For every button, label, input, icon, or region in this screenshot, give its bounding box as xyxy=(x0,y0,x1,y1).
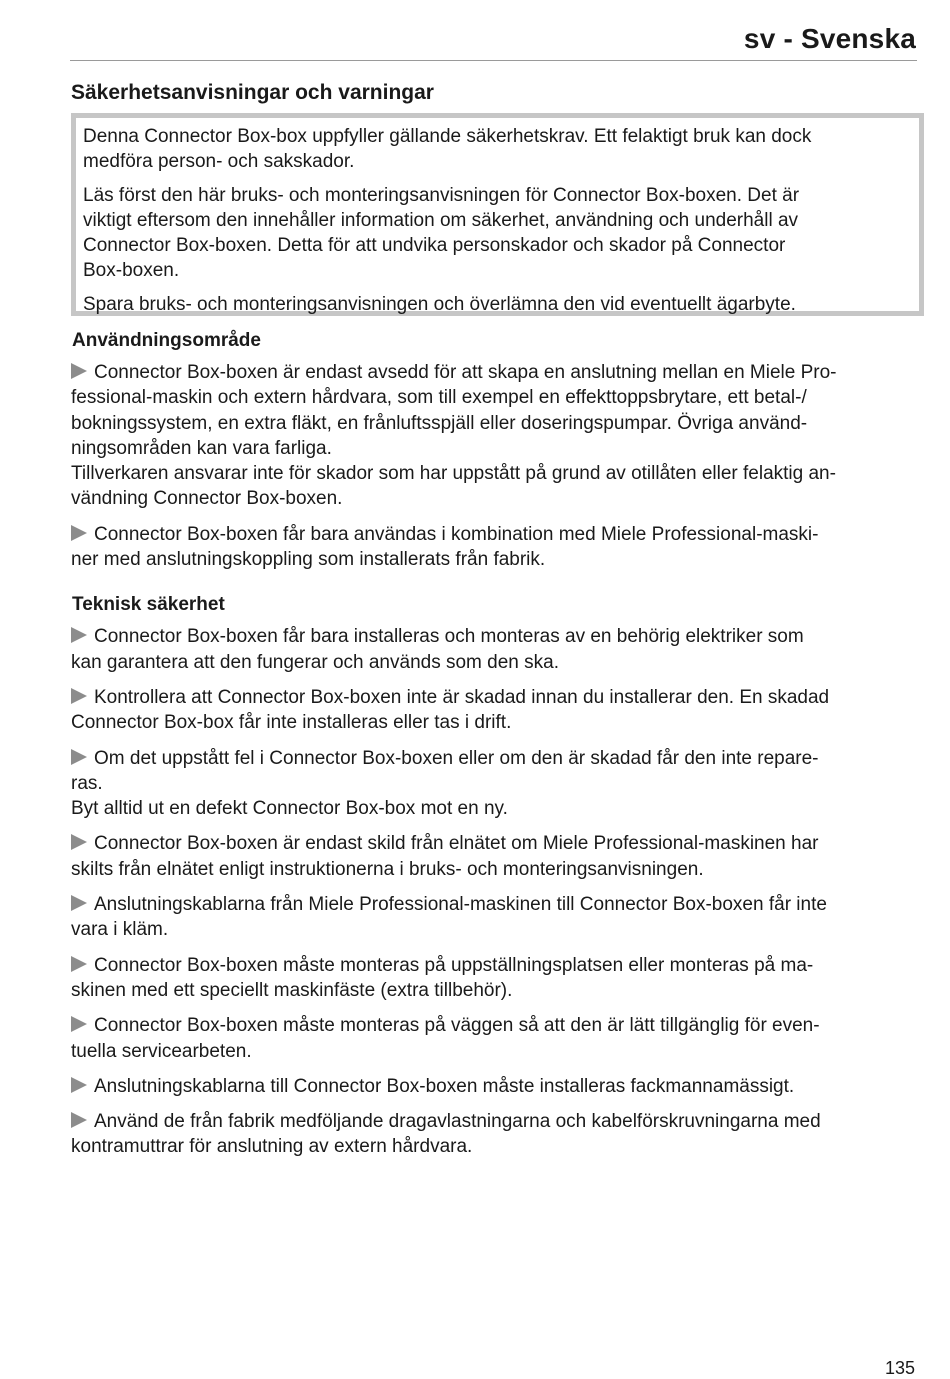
list-item-line xyxy=(71,1109,921,1134)
list-item xyxy=(71,1074,921,1099)
list-item xyxy=(71,624,921,675)
warning-line: Läs först den här bruks- och monteringsanvisningen för Connector Box-boxen. Det är xyxy=(83,184,800,206)
list-item-line: vara i kläm. xyxy=(71,919,169,941)
list-item xyxy=(71,746,921,822)
list-item xyxy=(71,953,921,1004)
list-item-line: kontramuttrar för anslutning av extern hårdvara. xyxy=(71,1136,473,1158)
list-item-line xyxy=(71,522,921,547)
section-title: Användningsområde xyxy=(72,330,261,351)
list-item-text: Kontrollera att Connector Box-boxen inte är skadad innan du installerar den. En skadad xyxy=(94,686,830,708)
list-item-line: Connector Box-box får inte installeras eller tas i drift. xyxy=(71,712,512,734)
list-item-line xyxy=(71,953,921,978)
list-item-line: ningsområden kan vara farliga. xyxy=(71,437,332,459)
list-item-text: Connector Box-boxen måste monteras på väggen så att den är lätt tillgänglig för even- xyxy=(94,1015,820,1037)
list-item xyxy=(71,892,921,943)
list-item-line xyxy=(71,624,921,649)
warning-line: viktigt eftersom den innehåller information om säkerhet, användning och underhåll av xyxy=(83,209,799,231)
section-title: Teknisk säkerhet xyxy=(72,594,225,616)
list-item-text: Anslutningskablarna från Miele Professional-maskinen till Connector Box-boxen får inte xyxy=(94,894,827,916)
triangle-right-icon xyxy=(71,1077,87,1093)
triangle-right-icon xyxy=(71,956,87,972)
warning-line: Spara bruks- och monteringsanvisningen och överlämna den vid eventuellt ägarbyte. xyxy=(83,293,796,315)
triangle-right-icon xyxy=(71,895,87,911)
list-item-line xyxy=(71,685,921,710)
list-item-text: Om det uppstått fel i Connector Box-boxen eller om den är skadad får den inte repare- xyxy=(94,747,819,769)
list-item xyxy=(71,1013,921,1064)
list-item-text: Anslutningskablarna till Connector Box-boxen måste installeras fackmannamässigt. xyxy=(94,1075,795,1097)
list-item-text: Connector Box-boxen får bara installeras och monteras av en behörig elektriker som xyxy=(94,626,804,648)
list-item-line: kan garantera att den fungerar och används som den ska. xyxy=(71,651,559,673)
triangle-right-icon xyxy=(71,749,87,765)
language-label: sv - Svenska xyxy=(743,23,916,54)
list-item-line: ras. xyxy=(71,772,103,794)
list-item-line xyxy=(71,746,921,771)
list-item-line xyxy=(71,831,921,856)
list-item xyxy=(71,522,921,573)
triangle-right-icon xyxy=(71,1016,87,1032)
list-item-line: skinen med ett speciellt maskinfäste (extra tillbehör). xyxy=(71,979,513,1001)
list-item-line: ner med anslutningskoppling som installerats från fabrik. xyxy=(71,549,546,571)
list-item-text: Connector Box-boxen är endast skild från elnätet om Miele Professional-maskinen har xyxy=(94,833,819,855)
list-item-line: fessional-maskin och extern hårdvara, som till exempel en effekttoppsbrytare, ett betal-/ xyxy=(71,387,807,409)
warning-line: medföra person- och sakskador. xyxy=(83,151,355,173)
list-item-line: vändning Connector Box-boxen. xyxy=(71,488,343,510)
warning-line: Denna Connector Box-box uppfyller gällande säkerhetskrav. Ett felaktigt bruk kan dock xyxy=(83,126,812,147)
list-item-line: skilts från elnätet enligt instruktionerna i bruks- och monteringsanvisningen. xyxy=(71,858,704,880)
list-item-line: bokningssystem, en extra fläkt, en frånluftsspjäll eller doseringspumpar. Övriga använd- xyxy=(71,412,808,434)
triangle-right-icon xyxy=(71,1112,87,1128)
triangle-right-icon xyxy=(71,834,87,850)
list-item-line xyxy=(71,1013,921,1038)
triangle-right-icon xyxy=(71,688,87,704)
triangle-right-icon xyxy=(71,627,87,643)
list-item-line: Byt alltid ut en defekt Connector Box-box mot en ny. xyxy=(71,798,508,820)
triangle-right-icon xyxy=(71,525,87,541)
warning-paragraph xyxy=(83,183,910,284)
list-item-line xyxy=(71,892,921,917)
main-content xyxy=(71,328,921,1170)
warning-line: Box-boxen. xyxy=(83,260,180,282)
list-item-text: Connector Box-boxen måste monteras på uppställningsplatsen eller monteras på ma- xyxy=(94,954,814,976)
list-item-line: tuella servicearbeten. xyxy=(71,1040,252,1062)
list-item xyxy=(71,360,921,512)
warning-line: Connector Box-boxen. Detta för att undvika personskador och skador på Connector xyxy=(83,235,786,257)
page-header xyxy=(70,20,917,61)
list-item-text: Connector Box-boxen är endast avsedd för att skapa en anslutning mellan en Miele Pro- xyxy=(94,362,837,383)
warning-box xyxy=(71,113,924,316)
list-item-line xyxy=(71,1074,921,1099)
warning-paragraph xyxy=(83,292,910,317)
list-item-line: Tillverkaren ansvarar inte för skador som har uppstått på grund av otillåten eller felaktig an- xyxy=(71,463,836,485)
list-item-line xyxy=(71,360,921,385)
page-title: Säkerhetsanvisningar och varningar xyxy=(71,81,434,104)
list-item-text: Använd de från fabrik medföljande dragavlastningarna och kabelförskruvningarna med xyxy=(94,1111,821,1133)
list-item-text: Connector Box-boxen får bara användas i kombination med Miele Professional-maski- xyxy=(94,523,819,545)
list-item xyxy=(71,685,921,736)
page-number: 135 xyxy=(884,1358,915,1378)
list-item xyxy=(71,831,921,882)
triangle-right-icon xyxy=(71,363,87,379)
warning-paragraph xyxy=(83,124,910,175)
list-item xyxy=(71,1109,921,1160)
